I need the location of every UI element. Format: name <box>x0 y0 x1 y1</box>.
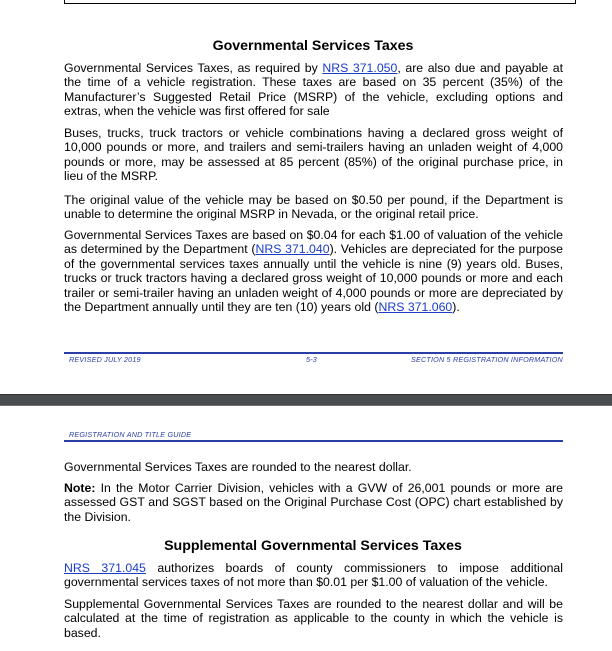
paragraph-sgst-rounding: Supplemental Governmental Services Taxes are rounded to the nearest dollar and will be calculated at the time of registration as applicable to the county in which the vehicle is based. <box>64 597 563 640</box>
link-nrs-371-060[interactable]: NRS 371.060 <box>378 300 453 315</box>
paragraph-sgst-authority <box>64 561 563 590</box>
document-page-next <box>0 406 612 651</box>
footer-section-name: SECTION 5 REGISTRATION INFORMATION <box>411 355 563 364</box>
footer-page-number: 5-3 <box>306 355 317 364</box>
page-header-guide-title: REGISTRATION AND TITLE GUIDE <box>69 430 192 439</box>
text: ). Vehicles are depreciated for the purpose of the governmental services taxes annually until the vehicle is nine (9) years old. Buses, trucks or truck tractors having a declared gross weight of 10,000 pounds or more and each trailer or semi-trailer having an unladen weight of 4,000 pounds or more are depreciated by the Department annually until they are ten (10) years old ( <box>64 242 563 315</box>
header-rule <box>64 440 563 442</box>
paragraph-original-value: The original value of the vehicle may be based on $0.50 per pound, if the Department is unable to determine the original MSRP in Nevada, or the original retail price. <box>64 193 563 222</box>
text: In the Motor Carrier Division, vehicles with a GVW of 26,001 pounds or more are assessed GST and SGST based on the Original Purchase Cost (OPC) chart established by the Division. <box>64 481 563 524</box>
link-nrs-371-040[interactable]: NRS 371.040 <box>255 242 330 257</box>
paragraph-depreciation <box>64 228 563 314</box>
section-title-governmental-services-taxes: Governmental Services Taxes <box>212 38 414 54</box>
paragraph-gst-rounding: Governmental Services Taxes are rounded to the nearest dollar. <box>64 460 412 474</box>
paragraph-motor-carrier-note <box>64 481 563 524</box>
previous-section-box <box>64 0 576 4</box>
text: , are also due and payable at the time of a vehicle registration. These taxes are based on 35 percent (35%) of the Manufacturer’s Suggested Retail Price (MSRP) of the vehicle, excluding options and extras, when the vehicle was first offered for sale <box>64 61 563 119</box>
text: Governmental Services Taxes, as required by <box>64 61 323 75</box>
paragraph-buses-trucks-valuation: Buses, trucks, truck tractors or vehicle combinations having a declared gross weight of 10,000 pounds or more, and trailers and semi-trailers having an unladen weight of 4,000 pounds or more, may be assessed at 85 percent (85%) of the original purchase price, in lieu of the MSRP. <box>64 126 563 184</box>
footer-revision-date: REVISED JULY 2019 <box>69 355 141 364</box>
section-title-supplemental-gst: Supplemental Governmental Services Taxes <box>164 538 462 554</box>
page-separator <box>0 394 612 406</box>
footer-rule <box>64 352 563 354</box>
link-nrs-371-045[interactable]: NRS 371.045 <box>64 561 146 575</box>
paragraph-gst-intro <box>64 61 563 119</box>
link-nrs-371-050[interactable]: NRS 371.050 <box>322 61 398 75</box>
text: Governmental Services Taxes are based on $0.04 for each $1.00 of valuation of the vehicle as determined by the Department ( <box>64 228 563 257</box>
text: ). <box>452 300 460 315</box>
note-label: Note: <box>64 481 96 495</box>
text: authorizes boards of county commissioners to impose additional governmental services taxes of not more than $0.01 per $1.00 of valuation of the vehicle. <box>64 561 563 590</box>
